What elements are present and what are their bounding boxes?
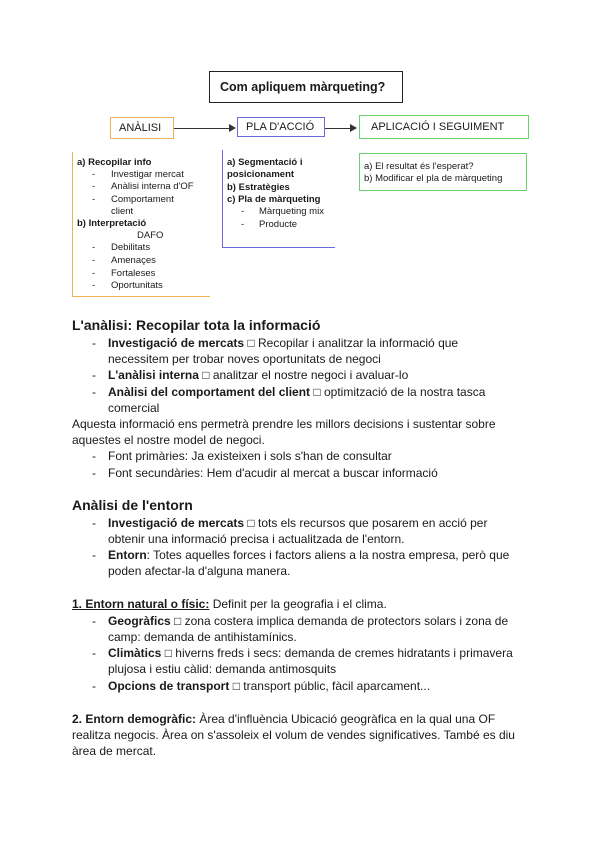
section1-bullet-1 (108, 335, 458, 352)
section2-bullet-2 (108, 547, 509, 564)
section4-text: Àrea d'influència Ubicació geogràfica en la qual una OF (196, 712, 496, 726)
dash: - (92, 679, 96, 693)
pla-c-item: Màrqueting mix (259, 206, 324, 217)
aplicacio-box-label: APLICACIÓ I SEGUIMENT (371, 121, 505, 133)
section3-geografics (108, 613, 508, 630)
dash: - (92, 614, 96, 628)
bold-term: Investigació de mercats (108, 336, 245, 350)
dash: - (92, 181, 96, 192)
font-primaries: Font primàries: Ja existeixen i sols s'han de consultar (108, 449, 392, 463)
box-glyph: □ (313, 385, 321, 399)
section2-bullet-1-cont: obtenir una informació precisa i actualitzada de l'entorn. (108, 532, 405, 546)
section3-label: 1. Entorn natural o físic: (72, 597, 210, 611)
bullet-text: optimització de la nostra tasca (320, 385, 486, 399)
aplicacio-a: a) El resultat és l'esperat? (364, 161, 474, 172)
section3-geografics-cont: camp: demanda de antihistamínics. (108, 630, 297, 644)
bold-term: Opcions de transport (108, 679, 230, 693)
aplicacio-box (359, 115, 529, 139)
section4-label: 2. Entorn demogràfic: (72, 712, 197, 726)
section4-line-3: àrea de mercat. (72, 744, 157, 758)
dash: - (92, 646, 96, 660)
section4-line-2: realitza negocis. Àrea on s'assoleix el volum de vendes significatives. També es diu (72, 728, 515, 742)
dash: - (92, 280, 96, 291)
bullet-text: zona costera implica demanda de protectors solars i zona de (181, 614, 509, 628)
dash: - (92, 336, 96, 350)
dash: - (92, 449, 96, 463)
analisi-dafo: DAFO (137, 230, 164, 241)
analisi-b-item: Amenaçes (111, 255, 156, 266)
pla-a-line1: a) Segmentació i (227, 157, 303, 168)
analisi-box-label: ANÀLISI (119, 122, 162, 134)
dash: - (241, 206, 245, 217)
font-secundaries: Font secundàries: Hem d'acudir al mercat a buscar informació (108, 466, 438, 480)
dash: - (92, 548, 96, 562)
section3-climatics-cont: plujosa i estiu càlid: demanda antimosquits (108, 662, 337, 676)
dash: - (92, 385, 96, 399)
arrow-analisi-pla (174, 128, 230, 129)
dash: - (92, 194, 96, 205)
analisi-b-label: b) Interpretació (77, 218, 147, 229)
section3-intro (72, 596, 387, 613)
section3-transport (108, 678, 430, 695)
box-glyph: □ (202, 368, 210, 382)
box-glyph: □ (247, 516, 255, 530)
bold-term: Anàlisi del comportament del client (108, 385, 311, 399)
pla-b: b) Estratègies (227, 182, 290, 193)
section3-climatics (108, 645, 513, 662)
dash: - (92, 255, 96, 266)
aplicacio-b: b) Modificar el pla de màrqueting (364, 173, 503, 184)
dash: - (241, 219, 245, 230)
section2-heading: Anàlisi de l'entorn (72, 497, 193, 513)
pla-c-item: Producte (259, 219, 298, 230)
arrow-head-2 (350, 124, 357, 132)
bullet-text: hiverns freds i secs: demanda de cremes hidratants i primavera (171, 646, 513, 660)
section2-bullet-1 (108, 515, 487, 532)
analisi-b-item: Debilitats (111, 242, 151, 253)
pla-a-line2: posicionament (227, 169, 295, 180)
bold-term: L'anàlisi interna (108, 368, 199, 382)
analisi-b-item: Oportunitats (111, 280, 163, 291)
section1-bullet-3-cont: comercial (108, 401, 160, 415)
box-glyph: □ (247, 336, 255, 350)
dash: - (92, 268, 96, 279)
bold-term: Entorn (108, 548, 147, 562)
dash: - (92, 169, 96, 180)
bullet-text: Recopilar i analitzar la informació que (254, 336, 459, 350)
section2-bullet-2-cont: poden afectar-la d'alguna manera. (108, 564, 291, 578)
dash: - (92, 466, 96, 480)
analisi-b-item: Fortaleses (111, 268, 156, 279)
section1-heading: L'anàlisi: Recopilar tota la informació (72, 317, 321, 333)
box-glyph: □ (232, 679, 240, 693)
bullet-text: : Totes aquelles forces i factors aliens a la nostra empresa, però que (146, 548, 510, 562)
section1-bullet-1-cont: necessitem per trobar noves oportunitats de negoci (108, 352, 381, 366)
pla-box (237, 117, 325, 137)
box-glyph: □ (164, 646, 172, 660)
section1-bullet-2 (108, 367, 408, 384)
pla-c: c) Pla de màrqueting (227, 194, 321, 205)
pla-box-label: PLA D'ACCIÓ (246, 121, 315, 133)
section3-text: Definit per la geografia i el clima. (209, 597, 387, 611)
bullet-text: transport públic, fàcil aparcament... (239, 679, 431, 693)
arrow-head-1 (229, 124, 236, 132)
section1-bullet-3 (108, 384, 485, 401)
diagram-title: Com apliquem màrqueting? (220, 80, 386, 94)
bullet-text: analitzar el nostre negoci i avaluar-lo (209, 368, 409, 382)
bold-term: Geogràfics (108, 614, 171, 628)
section1-para-1: Aquesta informació ens permetrà prendre les millors decisions i sustentar sobre (72, 417, 496, 431)
analisi-a-label: a) Recopilar info (77, 157, 152, 168)
diagram-title-box (209, 71, 403, 103)
bullet-text: tots els recursos que posarem en acció per (254, 516, 488, 530)
arrow-pla-aplicacio (325, 128, 351, 129)
analisi-a-item: Anàlisi interna d'OF (111, 181, 194, 192)
dash: - (92, 368, 96, 382)
dash: - (92, 242, 96, 253)
section1-para-2: aquestes el nostre model de negoci. (72, 433, 265, 447)
dash: - (92, 516, 96, 530)
bold-term: Climàtics (108, 646, 162, 660)
analisi-a-item: Comportament (111, 194, 174, 205)
analisi-a-item: client (111, 206, 134, 217)
bold-term: Investigació de mercats (108, 516, 245, 530)
section4-line-1 (72, 711, 495, 728)
analisi-box (110, 117, 174, 139)
analisi-a-item: Investigar mercat (111, 169, 184, 180)
box-glyph: □ (174, 614, 182, 628)
